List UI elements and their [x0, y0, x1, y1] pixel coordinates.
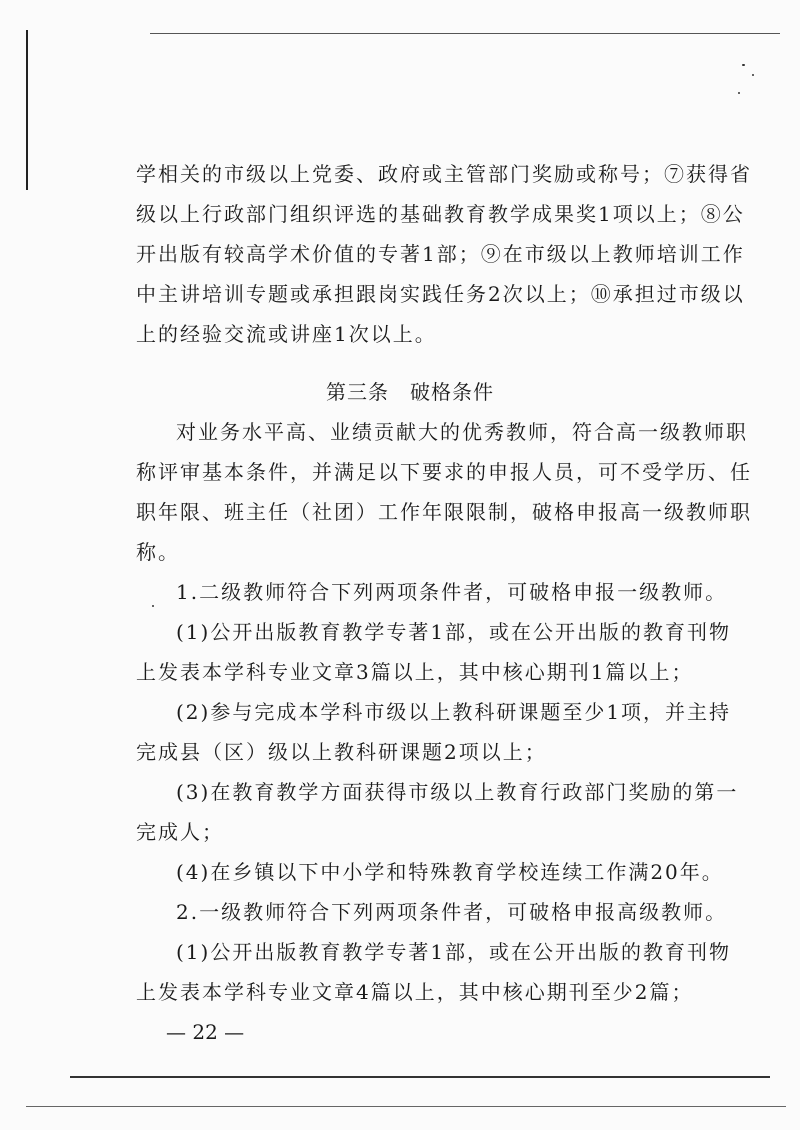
scan-edge-left	[26, 30, 28, 190]
list-item: (2)参与完成本学科市级以上教科研课题至少1项，并主持	[176, 700, 732, 724]
text-line: 中主讲培训专题或承担跟岗实践任务2次以上；⑩承担过市级以	[136, 282, 745, 306]
list-item: (3)在教育教学方面获得市级以上教育行政部门奖励的第一	[176, 780, 739, 804]
text-line: 称。	[136, 540, 180, 564]
text-line: 职年限、班主任（社团）工作年限限制，破格申报高一级教师职	[136, 500, 752, 524]
text-line: 称评审基本条件，并满足以下要求的申报人员，可不受学历、任	[136, 460, 752, 484]
text-line: 对业务水平高、业绩贡献大的优秀教师，符合高一级教师职	[176, 420, 748, 444]
text-line: 上的经验交流或讲座1次以上。	[136, 322, 437, 346]
scan-edge-bottom-outer	[26, 1106, 786, 1107]
scan-speck	[742, 64, 745, 66]
list-item-continuation: 完成县（区）级以上教科研课题2项以上；	[136, 740, 547, 764]
page-number: — 22 —	[166, 1020, 245, 1044]
list-item: (1)公开出版教育教学专著1部，或在公开出版的教育刊物	[176, 940, 732, 964]
list-item: (1)公开出版教育教学专著1部，或在公开出版的教育刊物	[176, 620, 732, 644]
scan-edge-bottom	[70, 1076, 770, 1078]
text-line: 开出版有较高学术价值的专著1部；⑨在市级以上教师培训工作	[136, 242, 745, 266]
article-heading: 第三条 破格条件	[326, 380, 494, 404]
scan-speck	[152, 605, 154, 607]
list-item-continuation: 完成人；	[136, 820, 224, 844]
text-line: 级以上行政部门组织评选的基础教育教学成果奖1项以上；⑧公	[136, 202, 745, 226]
list-item-continuation: 上发表本学科专业文章4篇以上，其中核心期刊至少2篇；	[136, 980, 694, 1004]
scan-speck	[738, 92, 740, 94]
list-item-continuation: 上发表本学科专业文章3篇以上，其中核心期刊1篇以上；	[136, 660, 694, 684]
text-line: 学相关的市级以上党委、政府或主管部门奖励或称号；⑦获得省	[136, 162, 752, 186]
list-item: (4)在乡镇以下中小学和特殊教育学校连续工作满20年。	[176, 860, 724, 884]
section-title: 2.一级教师符合下列两项条件者，可破格申报高级教师。	[176, 900, 728, 924]
scan-edge-top	[150, 33, 780, 34]
scan-speck	[752, 74, 754, 76]
section-title: 1.二级教师符合下列两项条件者，可破格申报一级教师。	[176, 580, 728, 604]
